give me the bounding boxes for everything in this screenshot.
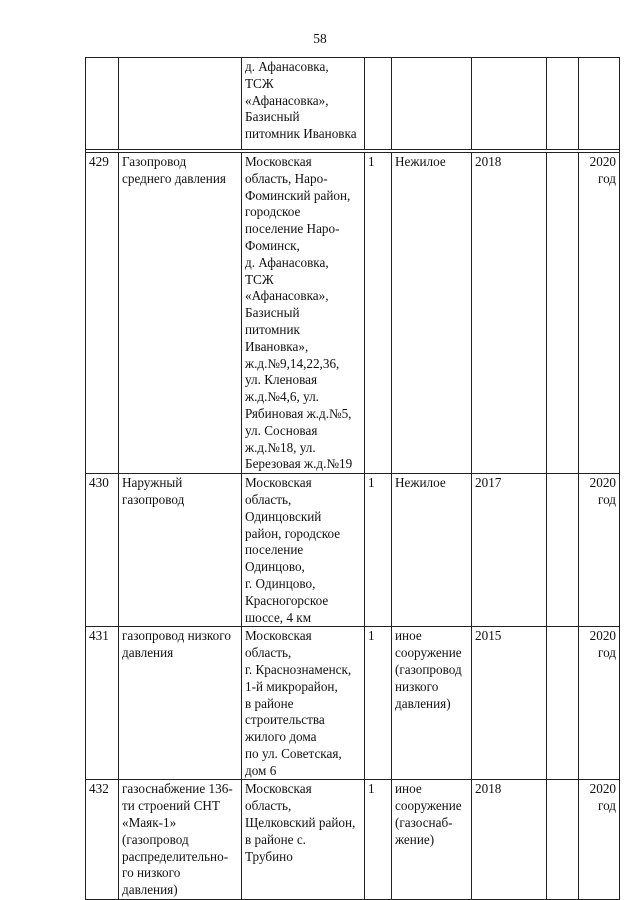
cell-type: Нежилое bbox=[392, 153, 472, 474]
cell-period: 2020 год bbox=[579, 153, 620, 474]
cell-period: 2020 год bbox=[579, 780, 620, 900]
table-row bbox=[86, 153, 620, 474]
cell-address: д. Афанасовка, ТСЖ «Афанасовка», Базисный питомник Ивановка bbox=[242, 58, 365, 150]
cell-period: 2020 год bbox=[579, 627, 620, 780]
cell-name: газоснабжение 136- ти строений СНТ «Маяк-1» (газопровод распределительно- го низкого давления) bbox=[119, 780, 242, 900]
cell-empty bbox=[547, 627, 579, 780]
cell-number: 431 bbox=[86, 627, 119, 780]
cell-year: 2018 bbox=[472, 153, 547, 474]
cell-number bbox=[86, 58, 119, 150]
cell-quantity: 1 bbox=[365, 627, 392, 780]
cell-year: 2015 bbox=[472, 627, 547, 780]
cell-name: Газопровод среднего давления bbox=[119, 153, 242, 474]
cell-name: газопровод низкого давления bbox=[119, 627, 242, 780]
cell-year bbox=[472, 58, 547, 150]
cell-name: Наружный газопровод bbox=[119, 474, 242, 627]
cell-number: 430 bbox=[86, 474, 119, 627]
cell-number: 432 bbox=[86, 780, 119, 900]
cell-type: иное сооружение (газоснаб- жение) bbox=[392, 780, 472, 900]
cell-address: Московская область, Наро- Фоминский район, городское поселение Наро- Фоминск, д. Афанасовка, ТСЖ «Афанасовка», Базисный питомник Ивановка», ж.д.№9,14,22,36, ул. Кленовая ж.д.№4,6, ул. Рябиновая ж.д.№5, ул. Сосновая ж.д.№18, ул. Березовая ж.д.№19 bbox=[242, 153, 365, 474]
table-row bbox=[86, 627, 620, 780]
cell-name bbox=[119, 58, 242, 150]
cell-type bbox=[392, 58, 472, 150]
cell-period bbox=[579, 58, 620, 150]
table-row bbox=[86, 474, 620, 627]
cell-quantity: 1 bbox=[365, 153, 392, 474]
cell-period: 2020 год bbox=[579, 474, 620, 627]
table-row bbox=[86, 58, 620, 150]
cell-quantity: 1 bbox=[365, 780, 392, 900]
cell-type: Нежилое bbox=[392, 474, 472, 627]
cell-number: 429 bbox=[86, 153, 119, 474]
cell-year: 2018 bbox=[472, 780, 547, 900]
cell-address: Московская область, Щелковский район, в районе с. Трубино bbox=[242, 780, 365, 900]
cell-empty bbox=[547, 780, 579, 900]
cell-address: Московская область, Одинцовский район, городское поселение Одинцово, г. Одинцово, Красногорское шоссе, 4 км bbox=[242, 474, 365, 627]
cell-year: 2017 bbox=[472, 474, 547, 627]
cell-empty bbox=[547, 474, 579, 627]
page-number: 58 bbox=[313, 31, 327, 46]
cell-quantity: 1 bbox=[365, 474, 392, 627]
table-row bbox=[86, 780, 620, 900]
cell-empty bbox=[547, 153, 579, 474]
cell-quantity bbox=[365, 58, 392, 150]
registry-table bbox=[85, 57, 620, 900]
cell-empty bbox=[547, 58, 579, 150]
cell-type: иное сооружение (газопровод низкого давления) bbox=[392, 627, 472, 780]
cell-address: Московская область, г. Краснознаменск, 1-й микрорайон, в районе строительства жилого дома по ул. Советская, дом 6 bbox=[242, 627, 365, 780]
